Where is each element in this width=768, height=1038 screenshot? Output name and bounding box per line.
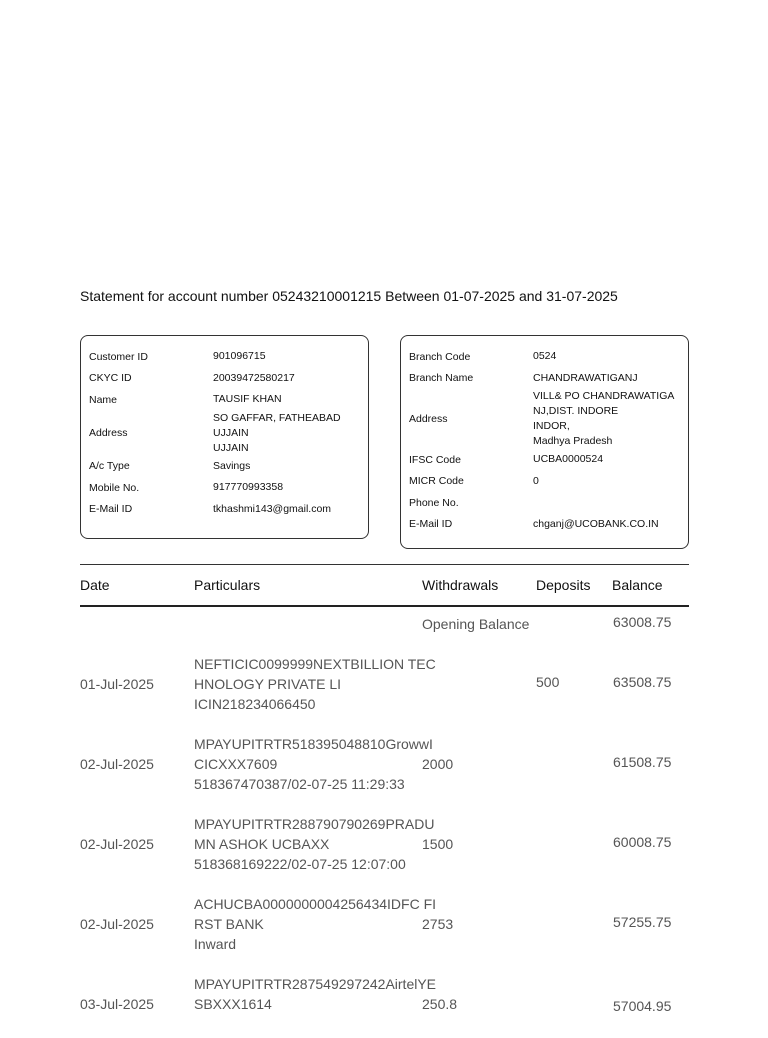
branch-field-label: Phone No.	[409, 496, 459, 509]
row-date: 03-Jul-2025	[80, 996, 154, 1012]
customer-field	[89, 368, 360, 390]
particulars-line: NEFTICIC0099999NEXTBILLION TEC	[194, 656, 436, 672]
customer-field	[89, 499, 360, 521]
particulars-line: MN ASHOK UCBAXX	[194, 836, 330, 852]
customer-field	[89, 477, 360, 499]
table-row	[80, 814, 689, 878]
row-withdrawal: 2753	[422, 916, 454, 932]
customer-field-label: Name	[89, 393, 118, 406]
particulars-line: MPAYUPITRTR518395048810GrowwI	[194, 736, 433, 752]
header-deposits: Deposits	[536, 577, 591, 593]
particulars-line: ACHUCBA0000000004256434IDFC FI	[194, 896, 437, 912]
customer-details-card	[80, 335, 369, 539]
branch-field-value: UCBA0000524	[533, 453, 604, 466]
customer-field-value: Savings	[213, 459, 251, 472]
particulars-line: HNOLOGY PRIVATE LI	[194, 676, 342, 692]
row-balance: 61508.75	[613, 754, 672, 770]
branch-field-label: Branch Code	[409, 350, 471, 363]
branch-field	[409, 514, 680, 536]
transactions-table-header	[80, 564, 689, 607]
row-date: 02-Jul-2025	[80, 836, 154, 852]
branch-field-label: Branch Name	[409, 372, 474, 385]
customer-field-label: CKYC ID	[89, 372, 132, 385]
particulars-line: 518368169222/02-07-25 12:07:00	[194, 856, 406, 872]
statement-title: Statement for account number 05243210001215 Between 01-07-2025 and 31-07-2025	[80, 288, 618, 304]
branch-field	[409, 471, 680, 493]
table-row	[80, 654, 689, 718]
row-balance: 60008.75	[613, 834, 672, 850]
particulars-line: CICXXX7609	[194, 756, 278, 772]
customer-field-label: Mobile No.	[89, 481, 140, 494]
row-withdrawal: 250.8	[422, 996, 458, 1012]
branch-field	[409, 368, 680, 390]
row-deposit: 500	[536, 674, 560, 690]
branch-field	[409, 449, 680, 471]
branch-details-card	[400, 335, 689, 549]
customer-field-label: Customer ID	[89, 350, 148, 363]
particulars-line: Inward	[194, 936, 237, 952]
particulars-line: ICIN218234066450	[194, 696, 316, 712]
branch-field-value: VILL& PO CHANDRAWATIGA NJ,DIST. INDORE INDOR, Madhya Pradesh	[533, 390, 675, 447]
opening-balance-label: Opening Balance	[422, 616, 530, 632]
particulars-line: MPAYUPITRTR287549297242AirtelYE	[194, 976, 437, 992]
customer-field	[89, 411, 360, 456]
customer-field-label: Address	[89, 427, 128, 439]
branch-field	[409, 346, 680, 368]
customer-field	[89, 389, 360, 411]
customer-field-value: tkhashmi143@gmail.com	[213, 502, 332, 515]
row-date: 02-Jul-2025	[80, 916, 154, 932]
branch-field	[409, 389, 680, 449]
header-withdrawals: Withdrawals	[422, 577, 499, 593]
header-balance: Balance	[612, 577, 663, 593]
customer-field	[89, 456, 360, 478]
row-particulars	[194, 974, 436, 1014]
row-date: 01-Jul-2025	[80, 676, 154, 692]
opening-balance-value: 63008.75	[613, 614, 672, 630]
particulars-line: 518367470387/02-07-25 11:29:33	[194, 776, 405, 792]
branch-field-value: 0	[533, 474, 539, 487]
table-row	[80, 734, 689, 798]
row-balance: 57004.95	[613, 998, 672, 1014]
customer-field-value: 20039472580217	[213, 371, 295, 384]
table-row	[80, 974, 689, 1038]
customer-field-value: TAUSIF KHAN	[213, 393, 282, 406]
customer-field-value: 901096715	[213, 350, 266, 363]
branch-field-label: IFSC Code	[409, 453, 461, 466]
branch-field-value: chganj@UCOBANK.CO.IN	[533, 517, 659, 530]
opening-balance-row	[80, 614, 689, 638]
row-balance: 63508.75	[613, 674, 672, 690]
table-row	[80, 894, 689, 958]
particulars-line: MPAYUPITRTR288790790269PRADU	[194, 816, 435, 832]
row-withdrawal: 1500	[422, 836, 454, 852]
customer-field-label: A/c Type	[89, 460, 130, 473]
row-withdrawal: 2000	[422, 756, 454, 772]
branch-field-label: E-Mail ID	[409, 518, 453, 531]
branch-field-value: CHANDRAWATIGANJ	[533, 371, 638, 384]
row-particulars	[194, 654, 436, 714]
particulars-line: SBXXX1614	[194, 996, 272, 1012]
branch-field-label: Address	[409, 413, 448, 425]
particulars-line: RST BANK	[194, 916, 264, 932]
header-particulars: Particulars	[194, 577, 261, 593]
customer-field-value: 917770993358	[213, 481, 284, 494]
customer-field	[89, 346, 360, 368]
header-date: Date	[80, 577, 110, 593]
row-particulars	[194, 734, 433, 794]
branch-field-label: MICR Code	[409, 475, 464, 488]
row-date: 02-Jul-2025	[80, 756, 154, 772]
branch-field-value: 0524	[533, 350, 557, 363]
row-particulars	[194, 814, 434, 874]
row-particulars	[194, 894, 436, 954]
customer-field-value: SO GAFFAR, FATHEABAD UJJAIN UJJAIN	[213, 411, 341, 454]
branch-field	[409, 492, 680, 514]
row-balance: 57255.75	[613, 914, 672, 930]
customer-field-label: E-Mail ID	[89, 503, 133, 516]
